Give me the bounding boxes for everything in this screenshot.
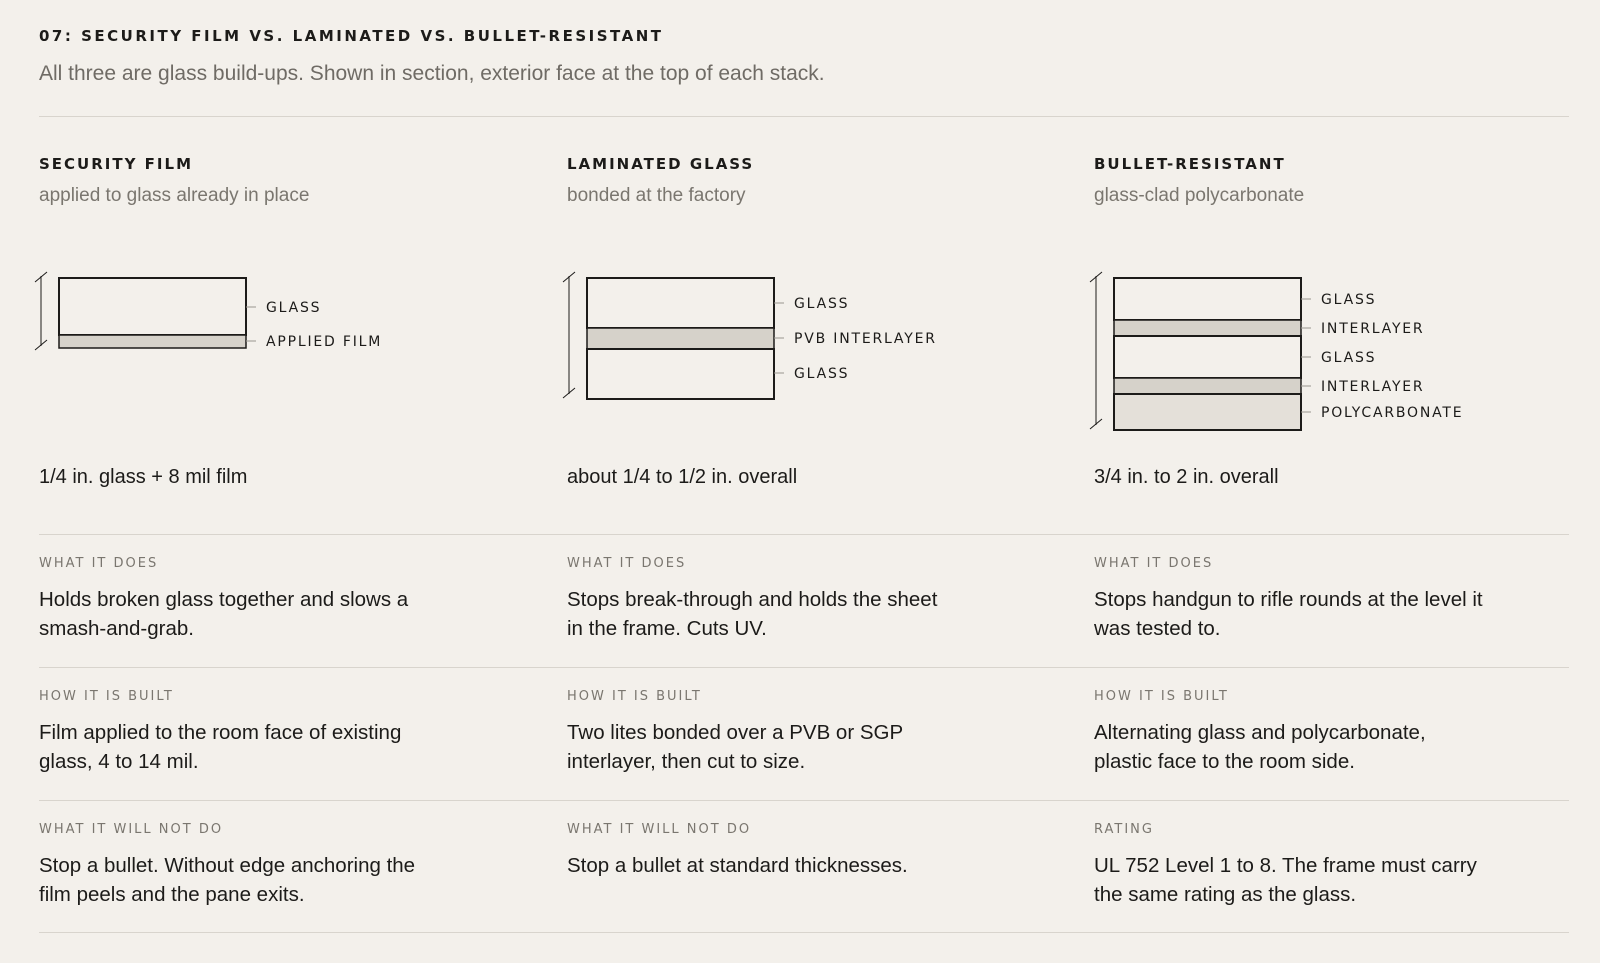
thickness-dimension-marker bbox=[35, 272, 47, 350]
row-label-what-it-will-not-do: WHAT IT WILL NOT DO bbox=[567, 822, 752, 837]
row-divider bbox=[39, 534, 1569, 535]
row-label-what-it-does: WHAT IT DOES bbox=[39, 556, 159, 571]
column-subtitle-laminated-glass: bonded at the factory bbox=[567, 185, 746, 206]
column-title-security-film: SECURITY FILM bbox=[39, 155, 193, 173]
polycarbonate-layer bbox=[1114, 394, 1301, 430]
section-lead: All three are glass build-ups. Shown in section, exterior face at the top of each stack. bbox=[39, 62, 825, 85]
row-label-how-it-is-built: HOW IT IS BUILT bbox=[567, 689, 702, 704]
column-subtitle-bullet-resistant: glass-clad polycarbonate bbox=[1094, 185, 1305, 206]
row-text-laminated-how-built: Two lites bonded over a PVB or SGP interlayer, then cut to size. bbox=[567, 721, 903, 773]
row-label-what-it-does: WHAT IT DOES bbox=[567, 556, 687, 571]
layer-label-interlayer: INTERLAYER bbox=[1321, 379, 1425, 395]
glass-layer-2 bbox=[1114, 336, 1301, 378]
row-divider bbox=[39, 667, 1569, 668]
thickness-security-film: 1/4 in. glass + 8 mil film bbox=[39, 466, 248, 488]
row-text-bullet-resistant-what-it-does: Stops handgun to rifle rounds at the level it was tested to. bbox=[1094, 588, 1483, 640]
row-text-laminated-what-it-does: Stops break-through and holds the sheet in the frame. Cuts UV. bbox=[567, 588, 938, 640]
layer-label-glass: GLASS bbox=[1321, 350, 1377, 366]
column-title-bullet-resistant: BULLET-RESISTANT bbox=[1094, 155, 1286, 173]
row-text-bullet-resistant-how-built: Alternating glass and polycarbonate, plastic face to the room side. bbox=[1094, 721, 1426, 773]
row-divider bbox=[39, 932, 1569, 933]
glass-layer-1 bbox=[1114, 278, 1301, 320]
row-label-how-it-is-built: HOW IT IS BUILT bbox=[1094, 689, 1229, 704]
row-label-what-it-will-not-do: WHAT IT WILL NOT DO bbox=[39, 822, 224, 837]
thickness-dimension-marker bbox=[563, 272, 575, 398]
laminated-glass-section-diagram bbox=[558, 270, 978, 410]
row-divider bbox=[39, 800, 1569, 801]
column-subtitle-security-film: applied to glass already in place bbox=[39, 185, 310, 206]
glass-layer-bottom bbox=[587, 349, 774, 399]
bullet-resistant-section-diagram bbox=[1085, 270, 1505, 440]
thickness-laminated-glass: about 1/4 to 1/2 in. overall bbox=[567, 466, 798, 488]
row-text-security-film-how-built: Film applied to the room face of existing glass, 4 to 14 mil. bbox=[39, 721, 402, 773]
section-eyebrow: 07: SECURITY FILM VS. LAMINATED VS. BULLET-RESISTANT bbox=[39, 27, 664, 45]
layer-label-applied-film: APPLIED FILM bbox=[266, 334, 383, 350]
row-label-how-it-is-built: HOW IT IS BUILT bbox=[39, 689, 174, 704]
thickness-dimension-marker bbox=[1090, 272, 1102, 429]
column-title-laminated-glass: LAMINATED GLASS bbox=[567, 155, 755, 173]
layer-label-interlayer: INTERLAYER bbox=[1321, 321, 1425, 337]
layer-label-glass: GLASS bbox=[794, 296, 850, 312]
glass-layer-top bbox=[587, 278, 774, 328]
interlayer-layer-2 bbox=[1114, 378, 1301, 394]
applied-film-layer bbox=[59, 335, 246, 348]
row-label-what-it-does: WHAT IT DOES bbox=[1094, 556, 1214, 571]
row-text-security-film-will-not-do: Stop a bullet. Without edge anchoring the film peels and the pane exits. bbox=[39, 854, 416, 906]
layer-label-glass: GLASS bbox=[1321, 292, 1377, 308]
pvb-interlayer-layer bbox=[587, 328, 774, 349]
layer-label-glass: GLASS bbox=[794, 366, 850, 382]
row-text-security-film-what-it-does: Holds broken glass together and slows a smash-and-grab. bbox=[39, 588, 409, 640]
layer-label-glass: GLASS bbox=[266, 300, 322, 316]
header-divider bbox=[39, 116, 1569, 117]
layer-label-pvb-interlayer: PVB INTERLAYER bbox=[794, 331, 937, 347]
interlayer-layer-1 bbox=[1114, 320, 1301, 336]
layer-label-polycarbonate: POLYCARBONATE bbox=[1321, 405, 1464, 421]
security-film-section-diagram bbox=[30, 270, 450, 360]
row-text-bullet-resistant-rating: UL 752 Level 1 to 8. The frame must carry the same rating as the glass. bbox=[1094, 854, 1477, 906]
glass-layer bbox=[59, 278, 246, 335]
row-text-laminated-will-not-do: Stop a bullet at standard thicknesses. bbox=[567, 854, 908, 877]
thickness-bullet-resistant: 3/4 in. to 2 in. overall bbox=[1094, 466, 1279, 488]
row-label-rating: RATING bbox=[1094, 822, 1154, 837]
